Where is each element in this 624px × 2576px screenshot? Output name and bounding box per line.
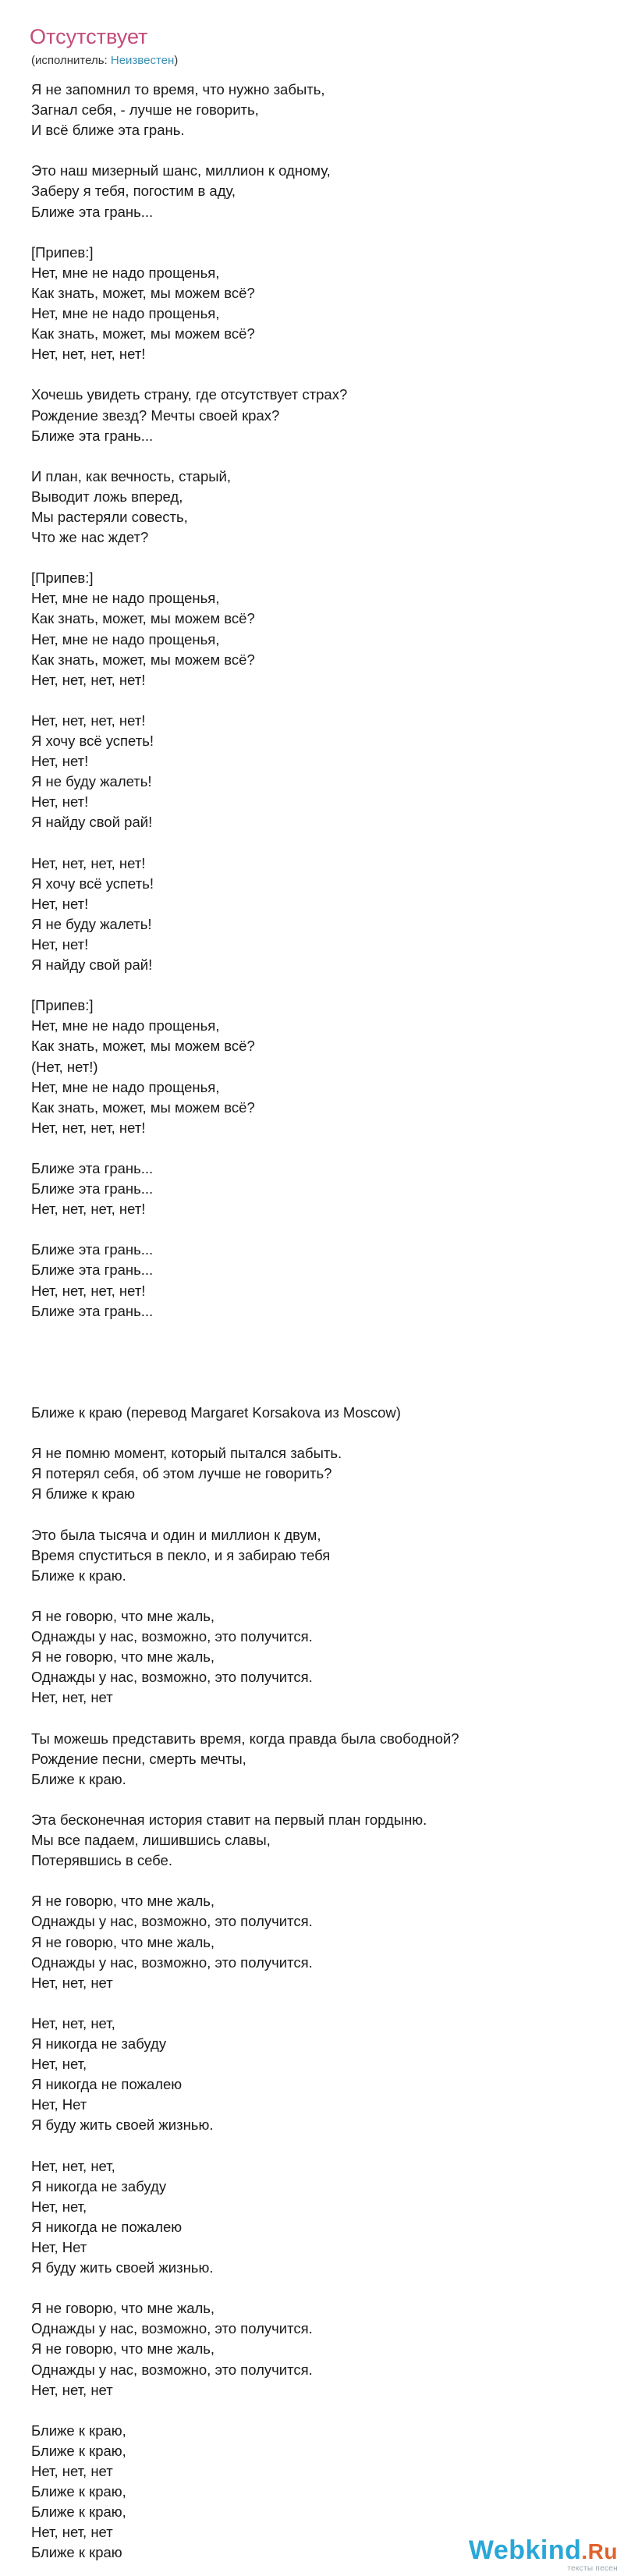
lyric-line: Рождение песни, смерть мечты, <box>31 1750 246 1767</box>
lyric-line <box>31 1362 593 1382</box>
lyric-line: Нет, нет! <box>31 935 89 953</box>
lyric-line: Я никогда не забуду <box>31 2035 167 2052</box>
lyric-line <box>31 975 593 995</box>
site-logo[interactable] <box>469 2537 618 2573</box>
lyric-line: Я никогда не пожалею <box>31 2218 183 2235</box>
lyric-line <box>31 1708 593 1729</box>
artist-prefix: (исполнитель: <box>31 54 111 67</box>
lyric-line <box>31 2400 593 2421</box>
lyric-line: И план, как вечность, старый, <box>31 467 232 484</box>
lyric-line: Я не буду жалеть! <box>31 773 152 790</box>
song-title: Отсутствует <box>30 25 148 48</box>
lyrics-text <box>31 80 593 2563</box>
lyric-line: Время спуститься в пекло, и я забираю тебя <box>31 1546 331 1563</box>
lyric-line <box>31 690 593 711</box>
lyric-line: Нет, мне не надо прощенья, <box>31 590 220 607</box>
lyric-line: Нет, нет, <box>31 2056 87 2073</box>
lyric-line: Нет, нет, нет, нет! <box>31 854 146 871</box>
lyric-line: Я не говорю, что мне жаль, <box>31 1608 215 1625</box>
lyric-line: [Припев:] <box>31 243 94 261</box>
lyric-line: Загнал себя, - лучше не говорить, <box>31 101 259 119</box>
lyric-line: Нет, Нет <box>31 2096 87 2113</box>
lyric-line: Нет, мне не надо прощенья, <box>31 1078 220 1095</box>
lyric-line: Ближе к краю, <box>31 2503 126 2521</box>
lyric-line: Рождение звезд? Мечты своей крах? <box>31 406 280 424</box>
lyric-line: Как знать, может, мы можем всё? <box>31 1038 255 1055</box>
lyric-line: Нет, Нет <box>31 2238 87 2255</box>
lyric-line: Как знать, может, мы можем всё? <box>31 284 255 301</box>
lyric-line: Нет, нет, нет, нет! <box>31 711 146 729</box>
lyric-line: Однажды у нас, возможно, это получится. <box>31 1628 313 1645</box>
lyric-line: Я буду жить своей жизнью. <box>31 2117 214 2134</box>
logo-suffix-text: .Ru <box>581 2539 618 2564</box>
lyric-line <box>31 1219 593 1240</box>
lyric-line: Нет, нет, нет, нет! <box>31 1282 146 1299</box>
lyric-line: Нет, нет, нет, нет! <box>31 346 146 363</box>
lyric-line <box>31 2135 593 2156</box>
lyric-line: Эта бесконечная история ставит на первый план гордыню. <box>31 1811 427 1828</box>
lyric-line: Я не говорю, что мне жаль, <box>31 1893 215 1910</box>
lyric-line: Я буду жить своей жизнью. <box>31 2259 214 2276</box>
artist-suffix: ) <box>174 54 179 67</box>
lyric-line: Ближе к краю, <box>31 2483 126 2500</box>
lyric-line: Нет, нет, нет <box>31 2462 113 2479</box>
lyric-line: Нет, мне не надо прощенья, <box>31 264 220 281</box>
lyric-line: Я ближе к краю <box>31 1485 135 1503</box>
lyric-line: Я не говорю, что мне жаль, <box>31 1648 215 1666</box>
lyric-line: Ближе эта грань... <box>31 427 154 444</box>
lyric-line: Нет, мне не надо прощенья, <box>31 305 220 322</box>
lyric-line: Нет, нет, нет <box>31 1974 113 1991</box>
lyric-line <box>31 1382 593 1403</box>
lyric-line: Я не запомнил то время, что нужно забыть, <box>31 81 325 98</box>
logo-tagline: тексты песен <box>567 2564 618 2573</box>
lyric-line: Нет, нет, нет, нет! <box>31 671 146 688</box>
lyric-line <box>31 222 593 243</box>
lyric-line: Выводит ложь вперед, <box>31 488 183 505</box>
lyric-line: Я найду свой рай! <box>31 814 153 831</box>
lyric-line: Нет, нет, нет, <box>31 2014 115 2031</box>
lyric-line: Хочешь увидеть страну, где отсутствует страх? <box>31 386 348 403</box>
lyric-line: Нет, нет! <box>31 895 89 912</box>
lyric-line: Нет, нет, нет <box>31 2524 113 2541</box>
artist-link[interactable]: Неизвестен <box>110 54 175 67</box>
lyric-line: Нет, нет, <box>31 2198 87 2215</box>
lyric-line: Это была тысяча и один и миллион к двум, <box>31 1526 321 1543</box>
lyric-line <box>31 1505 593 1525</box>
lyric-line: Нет, мне не надо прощенья, <box>31 630 220 648</box>
lyric-line: Как знать, может, мы можем всё? <box>31 1098 255 1116</box>
lyric-line <box>31 1322 593 1342</box>
lyric-line: Нет, нет, нет, нет! <box>31 1201 146 1218</box>
lyric-line <box>31 1790 593 1810</box>
lyric-line: Я найду свой рай! <box>31 956 153 974</box>
lyric-line: Я не буду жалеть! <box>31 915 152 932</box>
lyric-line: Я не говорю, что мне жаль, <box>31 2300 215 2317</box>
lyric-line: Однажды у нас, возможно, это получится. <box>31 2320 313 2337</box>
lyric-line: Я не говорю, что мне жаль, <box>31 1933 215 1950</box>
lyric-line: Нет, нет, нет <box>31 1689 113 1706</box>
logo-main-text: Webkind <box>468 2535 582 2565</box>
lyric-line: Я не говорю, что мне жаль, <box>31 2340 215 2358</box>
lyric-line: Я никогда не пожалею <box>31 2076 183 2093</box>
lyric-line: И всё ближе эта грань. <box>31 122 185 139</box>
lyric-line: Что же нас ждет? <box>31 529 149 546</box>
lyric-line: Я никогда не забуду <box>31 2177 167 2195</box>
lyric-line: Мы растеряли совесть, <box>31 508 188 525</box>
lyric-line: Это наш мизерный шанс, миллион к одному, <box>31 162 331 179</box>
lyric-line: Я не помню момент, который пытался забыть. <box>31 1445 342 1462</box>
lyric-line: [Припев:] <box>31 997 94 1014</box>
lyric-line: Нет, нет, нет <box>31 2381 113 2398</box>
lyric-line: Ближе эта грань... <box>31 1159 154 1176</box>
lyric-line <box>31 1423 593 1443</box>
lyric-line <box>31 548 593 568</box>
lyric-line: Ближе к краю. <box>31 1567 126 1584</box>
lyric-line: Однажды у нас, возможно, это получится. <box>31 1669 313 1686</box>
lyric-line <box>31 1586 593 1606</box>
lyric-line: Я хочу всё успеть! <box>31 733 154 749</box>
lyric-line: Ближе эта грань... <box>31 1241 154 1258</box>
lyric-line <box>31 364 593 385</box>
lyric-line: Как знать, может, мы можем всё? <box>31 610 255 627</box>
lyric-line: Ближе к краю. <box>31 1770 126 1787</box>
lyric-line <box>31 1138 593 1158</box>
lyric-line: Ближе к краю, <box>31 2422 126 2439</box>
lyric-line: Ближе эта грань... <box>31 1180 154 1198</box>
lyric-line: Потерявшись в себе. <box>31 1852 172 1869</box>
lyric-line: Однажды у нас, возможно, это получится. <box>31 1913 313 1930</box>
lyric-line: Ты можешь представить время, когда правда была свободной? <box>31 1730 459 1747</box>
lyric-line: Ближе эта грань... <box>31 203 154 220</box>
lyric-line: Ближе к краю, <box>31 2442 126 2459</box>
lyric-line <box>31 446 593 467</box>
lyric-line: (Нет, нет!) <box>31 1058 98 1075</box>
lyric-line <box>31 140 593 161</box>
lyric-line: Нет, мне не надо прощенья, <box>31 1017 220 1034</box>
lyric-line <box>31 1342 593 1362</box>
lyric-line: Однажды у нас, возможно, это получится. <box>31 2361 313 2378</box>
logo-wordmark <box>469 2537 618 2564</box>
lyric-line: Мы все падаем, лишившись славы, <box>31 1832 271 1849</box>
lyric-line: Однажды у нас, возможно, это получится. <box>31 1953 313 1971</box>
lyric-line <box>31 832 593 853</box>
lyric-line: Нет, нет! <box>31 793 89 811</box>
lyric-line: Ближе к краю (перевод Margaret Korsakova из Moscow) <box>31 1404 401 1421</box>
lyric-line: Ближе эта грань... <box>31 1302 154 1319</box>
lyric-line <box>31 2278 593 2298</box>
lyric-line: Ближе к краю <box>31 2544 122 2561</box>
lyric-line: Я потерял себя, об этом лучше не говорить? <box>31 1465 332 1482</box>
lyric-line: Нет, нет, нет, нет! <box>31 1119 146 1136</box>
lyric-line: Как знать, может, мы можем всё? <box>31 325 255 342</box>
artist-line <box>31 55 178 66</box>
lyric-line: [Припев:] <box>31 569 94 587</box>
lyric-line <box>31 1993 593 2014</box>
lyric-line <box>31 1871 593 1891</box>
lyric-line: Нет, нет! <box>31 753 89 770</box>
lyric-line: Ближе эта грань... <box>31 1261 154 1279</box>
lyric-line: Как знать, может, мы можем всё? <box>31 651 255 668</box>
lyric-line: Нет, нет, нет, <box>31 2157 115 2174</box>
lyric-line: Я хочу всё успеть! <box>31 875 154 892</box>
lyric-line: Заберу я тебя, погостим в аду, <box>31 183 236 200</box>
